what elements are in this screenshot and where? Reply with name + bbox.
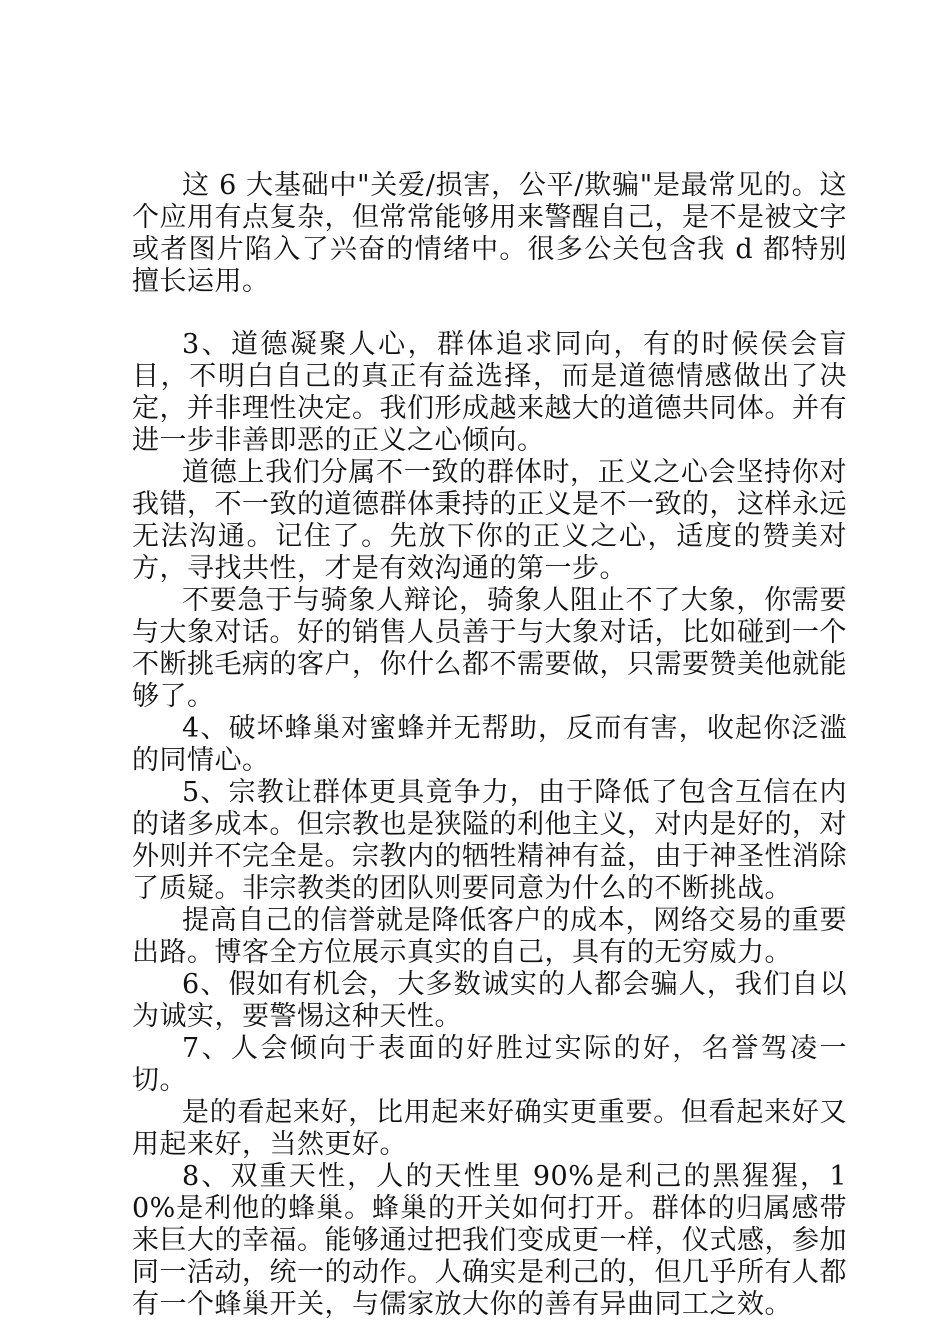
paragraph-point-7: 7、人会倾向于表面的好胜过实际的好，名誉驾凌一切。 [132,1033,847,1096]
body-text [132,170,847,1321]
paragraph-rider-elephant: 不要急于与骑象人辩论，骑象人阻止不了大象，你需要与大象对话。好的销售人员善于与大象对话，比如碰到一个不断挑毛病的客户，你什么都不需要做，只需要赞美他就能够了。 [132,585,847,712]
paragraph-point-5: 5、宗教让群体更具竟争力，由于降低了包含互信在内的诸多成本。但宗教也是狭隘的利他主义，对内是好的，对外则并不完全是。宗教内的牺牲精神有益，由于神圣性消除了质疑。非宗教类的团队则要同意为什么的不断挑战。 [132,777,847,904]
paragraph-moral-foundations: 这 6 大基础中"关爱/损害，公平/欺骗"是最常见的。这个应用有点复杂，但常常能够用来警醒自己，是不是被文字或者图片陷入了兴奋的情绪中。很多公关包含我 d 都特别擅长运用。 [132,170,847,297]
paragraph-point-6: 6、假如有机会，大多数诚实的人都会骗人，我们自以为诚实，要警惕这种天性。 [132,969,847,1032]
paragraph-point-3: 3、道德凝聚人心，群体追求同向，有的时候侯会盲目，不明白自己的真正有益选择，而是道德情感做出了决定，并非理性决定。我们形成越来越大的道德共同体。并有进一步非善即恶的正义之心倾向。 [132,329,847,456]
paragraph-point-8: 8、双重天性，人的天性里 90%是利己的黑猩猩，10%是利他的蜂巢。蜂巢的开关如何打开。群体的归属感带来巨大的幸福。能够通过把我们变成更一样，仪式感，参加同一活动，统一的动作。人确实是利己的，但几乎所有人都有一个蜂巢开关，与儒家放大你的善有异曲同工之效。 [132,1161,847,1320]
paragraph-righteous-mind: 道德上我们分属不一致的群体时，正义之心会坚持你对我错，不一致的道德群体秉持的正义是不一致的，这样永远无法沟通。记住了。先放下你的正义之心，适度的赞美对方，寻找共性，才是有效沟通的第一步。 [132,457,847,584]
paragraph-appearance: 是的看起来好，比用起来好确实更重要。但看起来好又用起来好，当然更好。 [132,1097,847,1160]
paragraph-gap [132,298,847,329]
paragraph-point-4: 4、破坏蜂巢对蜜蜂并无帮助，反而有害，收起你泛滥的同情心。 [132,713,847,776]
paragraph-reputation: 提高自己的信誉就是降低客户的成本，网络交易的重要出路。博客全方位展示真实的自己，具有的无穷威力。 [132,905,847,968]
